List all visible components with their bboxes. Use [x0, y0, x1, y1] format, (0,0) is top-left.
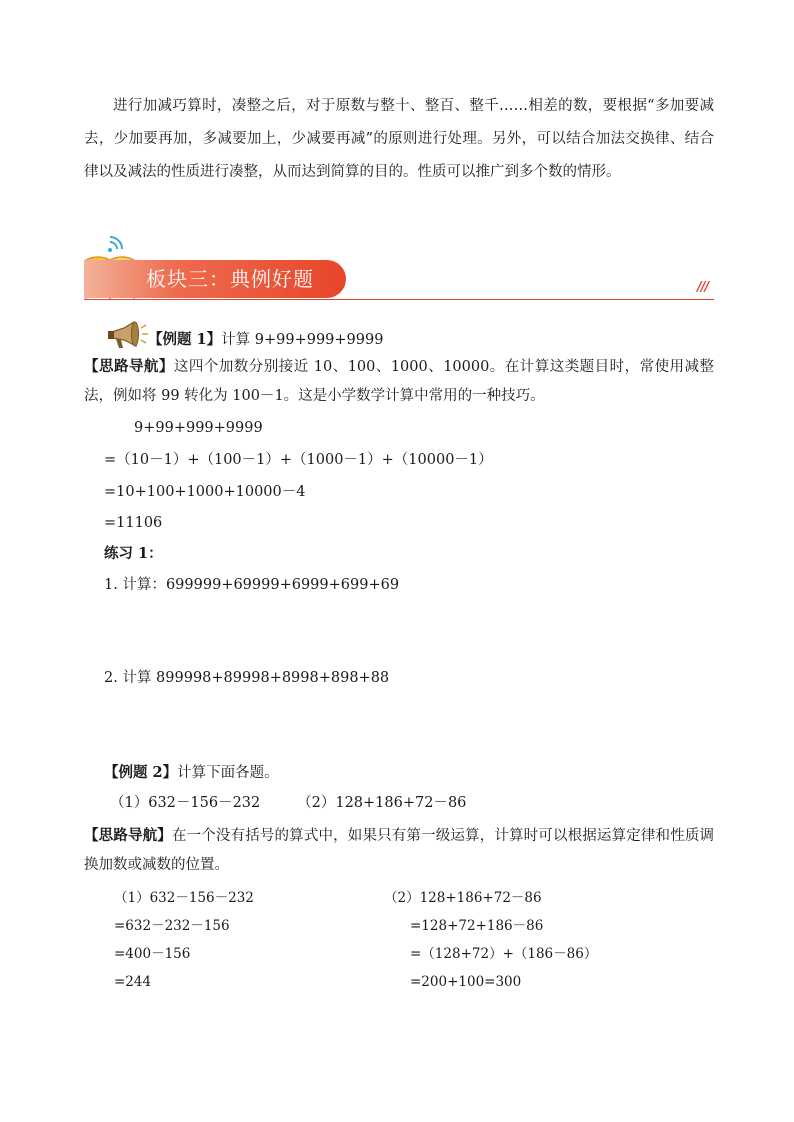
- example2-nav-text: 在一个没有括号的算式中，如果只有第一级运算，计算时可以根据运算定律和性质调换加数或减数的位置。: [84, 828, 715, 873]
- example2-nav-tag: 【思路导航】: [84, 827, 172, 844]
- megaphone-icon: [104, 320, 150, 350]
- example1-nav-text: 这四个加数分别接近 10、100、1000、10000。在计算这类题目时，常使用减整法，例如将 99 转化为 100－1。这是小学数学计算中常用的一种技巧。: [84, 359, 715, 404]
- example2-left-step-4: =244: [114, 974, 152, 990]
- example1-step-3: =10+100+1000+10000－4: [104, 484, 306, 500]
- example1-step-4: =11106: [104, 515, 163, 531]
- section-divider: [84, 299, 714, 300]
- section-title: 板块三：典例好题: [146, 267, 314, 291]
- example2-left-step-3: =400－156: [114, 946, 191, 962]
- practice1-item-2: 2. 计算 899998+89998+8998+898+88: [104, 670, 390, 686]
- practice1-item-1: 1. 计算：699999+69999+6999+699+69: [104, 577, 400, 593]
- example1-nav-tag: 【思路导航】: [84, 358, 174, 375]
- intro-text: 进行加减巧算时，凑整之后，对于原数与整十、整百、整千……相差的数，要根据“多加要减去，少加要再加，多减要加上，少减要再减”的原则进行处理。另外，可以结合加法交换律、结合律以及减法的性质进行凑整，从而达到简算的目的。性质可以推广到多个数的情形。: [84, 98, 714, 180]
- example2-sub-questions: [110, 793, 466, 813]
- example2-right-step-4: =200+100=300: [410, 974, 522, 990]
- example2-left-step-1: （1）632－156－232: [114, 890, 254, 906]
- example1-nav-paragraph: [84, 352, 714, 411]
- example1-title: [148, 330, 383, 350]
- example2-tag: 【例题 2】: [104, 764, 178, 781]
- example1-step-2: =（10－1）+（100－1）+（1000－1）+（10000－1）: [104, 452, 493, 468]
- example2-right-step-1: （2）128+186+72－86: [384, 890, 542, 906]
- practice1-title: 练习 1：: [104, 545, 163, 562]
- example2-nav-paragraph: [84, 821, 714, 880]
- example2-left-step-2: =632－232－156: [114, 918, 230, 934]
- example2-right-step-2: =128+72+186－86: [410, 918, 544, 934]
- example1-tag: 【例题 1】: [148, 331, 222, 348]
- intro-paragraph: [84, 90, 714, 189]
- example2-right-step-3: =（128+72）+（186－86）: [410, 946, 598, 962]
- example1-question: 计算 9+99+999+9999: [221, 332, 384, 348]
- section-slash-mark: ///: [697, 280, 709, 295]
- example2-sub-questions-text: （1）632－156－232 （2）128+186+72－86: [110, 795, 467, 811]
- example2-title: [104, 763, 279, 783]
- example2-question: 计算下面各题。: [177, 765, 279, 781]
- example1-step-1: 9+99+999+9999: [134, 420, 263, 436]
